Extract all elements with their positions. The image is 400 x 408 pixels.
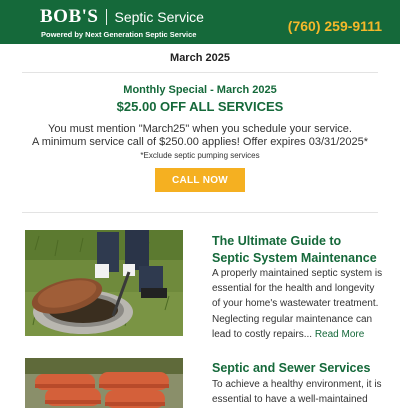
header-bar <box>0 0 400 44</box>
brand-tagline: Powered by Next Generation Septic Service <box>41 30 197 39</box>
divider <box>22 212 378 213</box>
special-line-1: You must mention "March25" when you schedule your service. <box>48 123 352 135</box>
article-1-title[interactable]: The Ultimate Guide to Septic System Maintenance <box>212 234 377 265</box>
brand-divider <box>106 9 107 25</box>
sewer-pipes-photo <box>25 358 183 408</box>
special-offer: $25.00 OFF ALL SERVICES <box>116 99 284 114</box>
article-2-image[interactable] <box>25 358 183 408</box>
article-1-excerpt: A properly maintained septic system is essential for the health and longevity of your home's wastewater treatment. Neglecting regular maintenance can lead to costly repairs... <box>212 268 383 340</box>
special-note: *Exclude septic pumping services <box>140 151 260 160</box>
brand-name: BOB'S <box>40 6 99 27</box>
special-line-2: A minimum service call of $250.00 applies! Offer expires 03/31/2025* <box>31 136 369 148</box>
issue-date: March 2025 <box>170 52 230 64</box>
article-1-body <box>212 266 384 342</box>
septic-tank-photo <box>25 230 183 336</box>
brand-service: Septic Service <box>114 9 204 25</box>
article-2-title[interactable]: Septic and Sewer Services <box>212 361 371 375</box>
special-title: Monthly Special - March 2025 <box>123 84 277 96</box>
call-now-button[interactable]: CALL NOW <box>155 168 245 192</box>
phone-link[interactable]: (760) 259-9111 <box>287 18 382 34</box>
divider <box>22 72 378 73</box>
brand-logo[interactable] <box>40 8 204 26</box>
article-2-body: To achieve a healthy environment, it is essential to have a well-maintained <box>212 379 382 406</box>
article-1-image[interactable] <box>25 230 183 336</box>
read-more-link[interactable]: Read More <box>314 328 365 340</box>
